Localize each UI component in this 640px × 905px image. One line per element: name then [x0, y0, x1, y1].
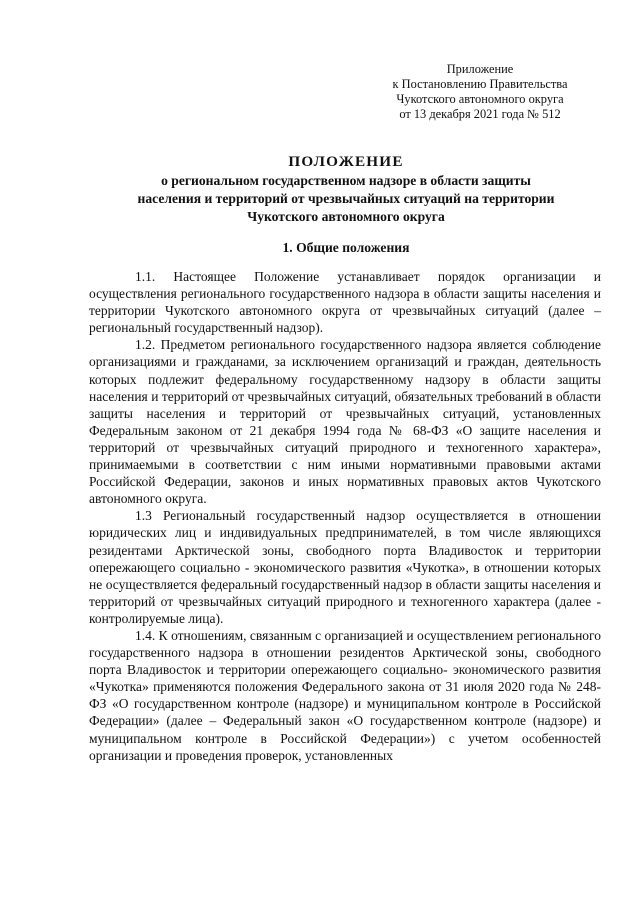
attachment-note: [372, 62, 588, 122]
paragraph-1-3: 1.3 Региональный государственный надзор осуществляется в отношении юридических лиц и индивидуальных предпринимателей, в том числе являющихся резидентами Арктической зоны, свободного порта Владивосток и территории опережающего социально - экономического развития «Чукотка», в отношении которых не осуществляется федеральный государственный надзор в области защиты населения и территорий от чрезвычайных ситуаций природного и техногенного характера (далее - контролируемые лица).: [89, 508, 601, 626]
document-subtitle-line-1: о региональном государственном надзоре в области защиты: [161, 173, 531, 188]
document-subtitle-line-3: Чукотского автономного округа: [247, 209, 445, 224]
document-subtitle-line-2: населения и территорий от чрезвычайных ситуаций на территории: [137, 191, 555, 206]
document-title: ПОЛОЖЕНИЕ: [288, 153, 404, 170]
paragraph-1-2: 1.2. Предметом регионального государственного надзора является соблюдение организациями и гражданами, за исключением организаций и граждан, деятельность которых подлежит федеральному государственному надзору в области защиты населения и территорий от чрезвычайных ситуаций, обязательных требований в области защиты населения и территорий от чрезвычайных ситуаций, установленных Федеральным законом от 21 декабря 1994 года № 68-ФЗ «О защите населения и территорий от чрезвычайных ситуаций природного и техногенного характера», принимаемыми в соответствии с ним иными нормативными правовыми актами Российской Федерации, законов и иных нормативных правовых актов Чукотского автономного округа.: [89, 337, 601, 507]
attachment-line-2: к Постановлению Правительства: [392, 77, 568, 91]
paragraph-1-4: 1.4. К отношениям, связанным с организацией и осуществлением регионального государственного надзора в отношении резидентов Арктической зоны, свободного порта Владивосток и территории опережающего социально- экономического развития «Чукотка» применяются положения Федерального закона от 31 июля 2020 года № 248-ФЗ «О государственном контроле (надзоре) и муниципальном контроле в Российской Федерации» (далее – Федеральный закон «О государственном контроле (надзоре) и муниципальном контроле в Российской Федерации») с учетом особенностей организации и проведения проверок, установленных: [89, 627, 601, 763]
attachment-line-3: Чукотского автономного округа: [396, 92, 564, 106]
attachment-line-1: Приложение: [446, 62, 514, 76]
document-title-block: [96, 152, 596, 226]
section-heading: 1. Общие положения: [282, 240, 410, 255]
paragraph-1-1: 1.1. Настоящее Положение устанавливает порядок организации и осуществления регионального государственного надзора в области защиты населения и территории Чукотского автономного округа от чрезвычайных ситуаций (далее – региональный государственный надзор).: [89, 269, 601, 336]
document-body: [89, 268, 601, 764]
attachment-line-4: от 13 декабря 2021 года № 512: [399, 107, 561, 121]
